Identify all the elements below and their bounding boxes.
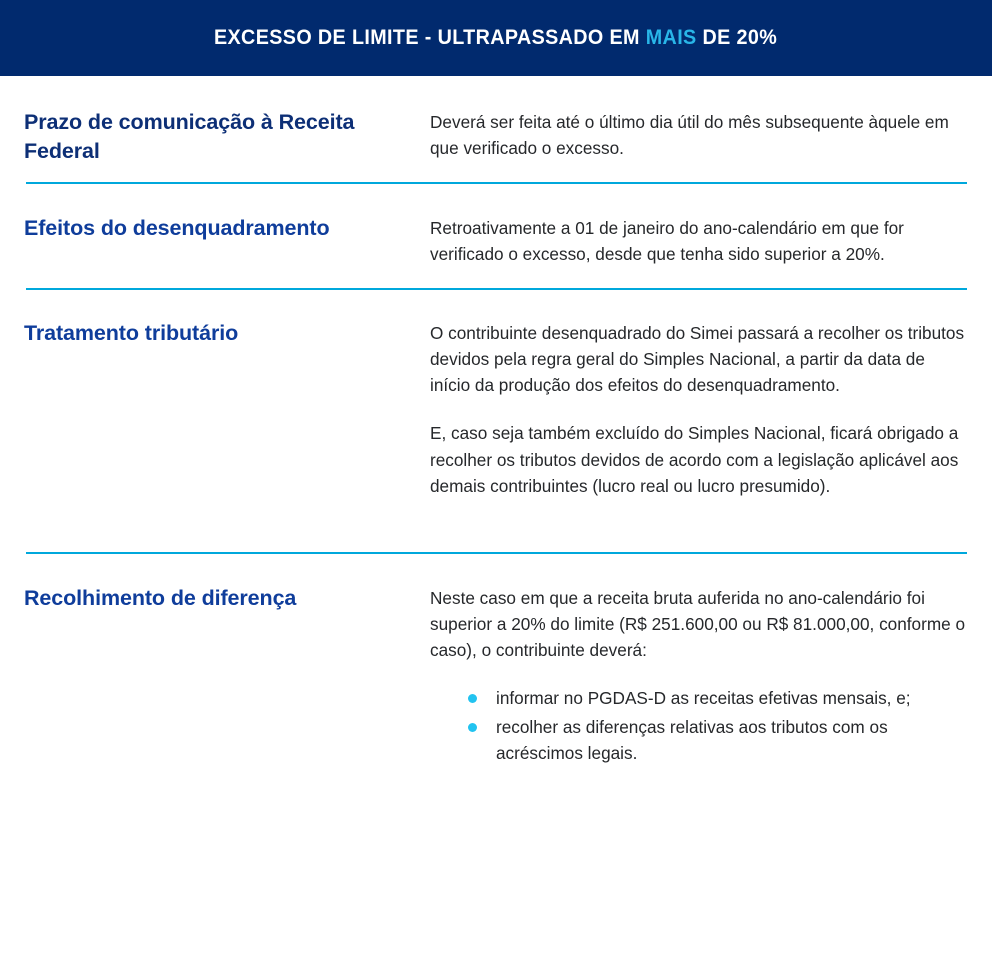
row-label: Tratamento tributário bbox=[24, 321, 239, 345]
row-body bbox=[430, 582, 968, 768]
page-title-after: DE 20% bbox=[697, 26, 778, 49]
row-label: Recolhimento de diferença bbox=[24, 586, 297, 610]
list-item bbox=[468, 714, 968, 766]
row-paragraph: Deverá ser feita até o último dia útil do mês subsequente àquele em que verificado o excesso. bbox=[430, 112, 949, 159]
row-body bbox=[430, 212, 968, 267]
row-body bbox=[430, 317, 968, 499]
content-area bbox=[0, 76, 992, 768]
table-row bbox=[24, 184, 968, 288]
bullet-dot-icon bbox=[468, 723, 477, 732]
list-item-label: informar no PGDAS-D as receitas efetivas mensais, e; bbox=[496, 688, 911, 709]
bullet-list bbox=[430, 685, 968, 765]
table-row bbox=[24, 554, 968, 768]
row-body bbox=[430, 106, 968, 161]
page-title-before: EXCESSO DE LIMITE - ULTRAPASSADO EM bbox=[214, 26, 647, 49]
row-paragraph: E, caso seja também excluído do Simples Nacional, ficará obrigado a recolher os tributos devidos de acordo com a legislação aplicável aos demais contribuintes (lucro real ou lucro presumido). bbox=[430, 423, 959, 496]
page-title bbox=[214, 26, 777, 50]
row-label: Prazo de comunicação à Receita Federal bbox=[24, 110, 355, 163]
page-title-highlight: MAIS bbox=[646, 26, 698, 49]
table-row bbox=[24, 290, 968, 552]
list-item bbox=[468, 685, 968, 711]
row-paragraph: O contribuinte desenquadrado do Simei passará a recolher os tributos devidos pela regra geral do Simples Nacional, a partir da data de início da produção dos efeitos do desenquadramento. bbox=[430, 323, 965, 396]
table-row bbox=[24, 76, 968, 182]
row-paragraph: Neste caso em que a receita bruta auferida no ano-calendário foi superior a 20% do limite (R$ 251.600,00 ou R$ 81.000,00, conforme o caso), o contribuinte deverá: bbox=[430, 588, 966, 661]
header-bar bbox=[0, 0, 992, 76]
list-item-label: recolher as diferenças relativas aos tributos com os acréscimos legais. bbox=[496, 716, 888, 763]
bullet-dot-icon bbox=[468, 694, 477, 703]
row-paragraph: Retroativamente a 01 de janeiro do ano-calendário em que for verificado o excesso, desde que tenha sido superior a 20%. bbox=[430, 218, 904, 265]
row-label: Efeitos do desenquadramento bbox=[24, 216, 330, 240]
